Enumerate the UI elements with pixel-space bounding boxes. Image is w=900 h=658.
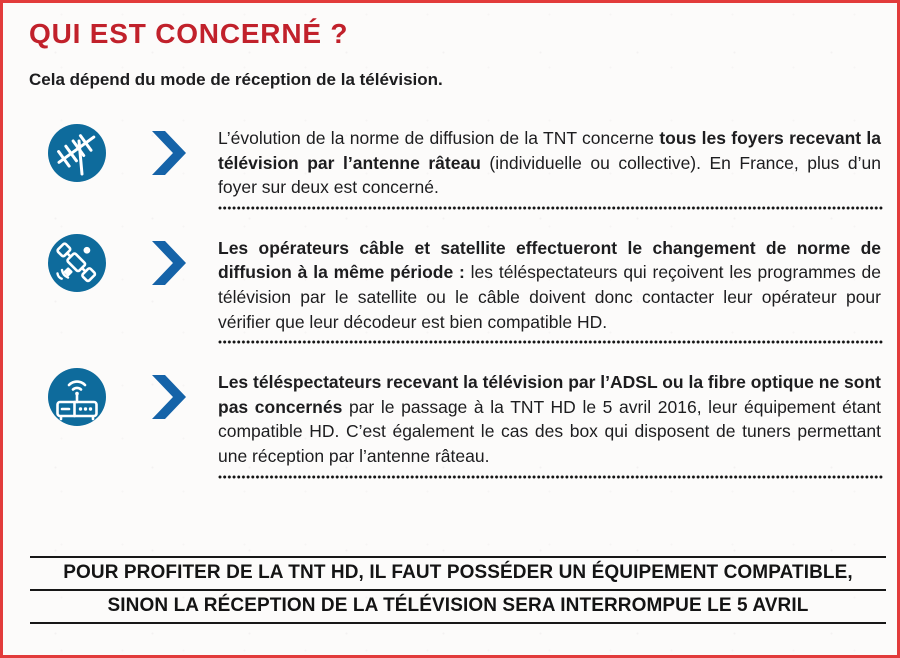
dotted-divider bbox=[218, 206, 883, 210]
document-page bbox=[3, 18, 897, 616]
row-satellite-icons bbox=[3, 234, 218, 292]
page-title: QUI EST CONCERNÉ ? bbox=[29, 18, 349, 49]
paragraph-antenna: L’évolution de la norme de diffusion de la TNT concerne tous les foyers recevant la télévision par l’antenne râteau (individuelle ou collective). En France, plus d’un foyer sur deux est concerné. bbox=[218, 128, 882, 198]
row-satellite bbox=[3, 236, 897, 334]
row-adsl-fibre bbox=[3, 370, 897, 468]
footer-warning-line-1: POUR PROFITER DE LA TNT HD, IL FAUT POSSÉDER UN ÉQUIPEMENT COMPATIBLE, bbox=[63, 562, 853, 583]
chevron-right-icon bbox=[152, 375, 186, 419]
paragraph-adsl-fibre: Les téléspectateurs recevant la télévision par l’ADSL ou la fibre optique ne sont pas concernés par le passage à la TNT HD le 5 avril 2016, leur équipement étant compatible HD. C’est également le cas des box qui disposent de tuners permettant une réception par l’antenne râteau. bbox=[218, 372, 881, 466]
paragraph-satellite: Les opérateurs câble et satellite effectueront le changement de norme de diffusion à la même période : les téléspectateurs qui reçoivent les programmes de télévision par le satellite ou le câble doivent donc contacter leur opérateur pour vérifier que leur décodeur est bien compatible HD. bbox=[218, 237, 881, 332]
row-antenna-icons bbox=[3, 124, 218, 182]
row-antenna bbox=[3, 126, 897, 200]
page-subtitle: Cela dépend du mode de réception de la télévision. bbox=[29, 70, 443, 89]
chevron-right-icon bbox=[152, 131, 186, 175]
chevron-right-icon bbox=[152, 241, 186, 285]
router-icon bbox=[48, 368, 106, 426]
satellite-icon bbox=[48, 234, 106, 292]
footer-warning-line-2: SINON LA RÉCEPTION DE LA TÉLÉVISION SERA INTERROMPUE LE 5 AVRIL bbox=[107, 595, 809, 616]
footer-rule bbox=[30, 622, 886, 624]
row-adsl-icons bbox=[3, 368, 218, 426]
footer-banner bbox=[30, 556, 886, 624]
dotted-divider bbox=[218, 475, 883, 479]
dotted-divider bbox=[218, 340, 883, 344]
reception-modes-list bbox=[3, 126, 897, 479]
antenna-icon bbox=[48, 124, 106, 182]
